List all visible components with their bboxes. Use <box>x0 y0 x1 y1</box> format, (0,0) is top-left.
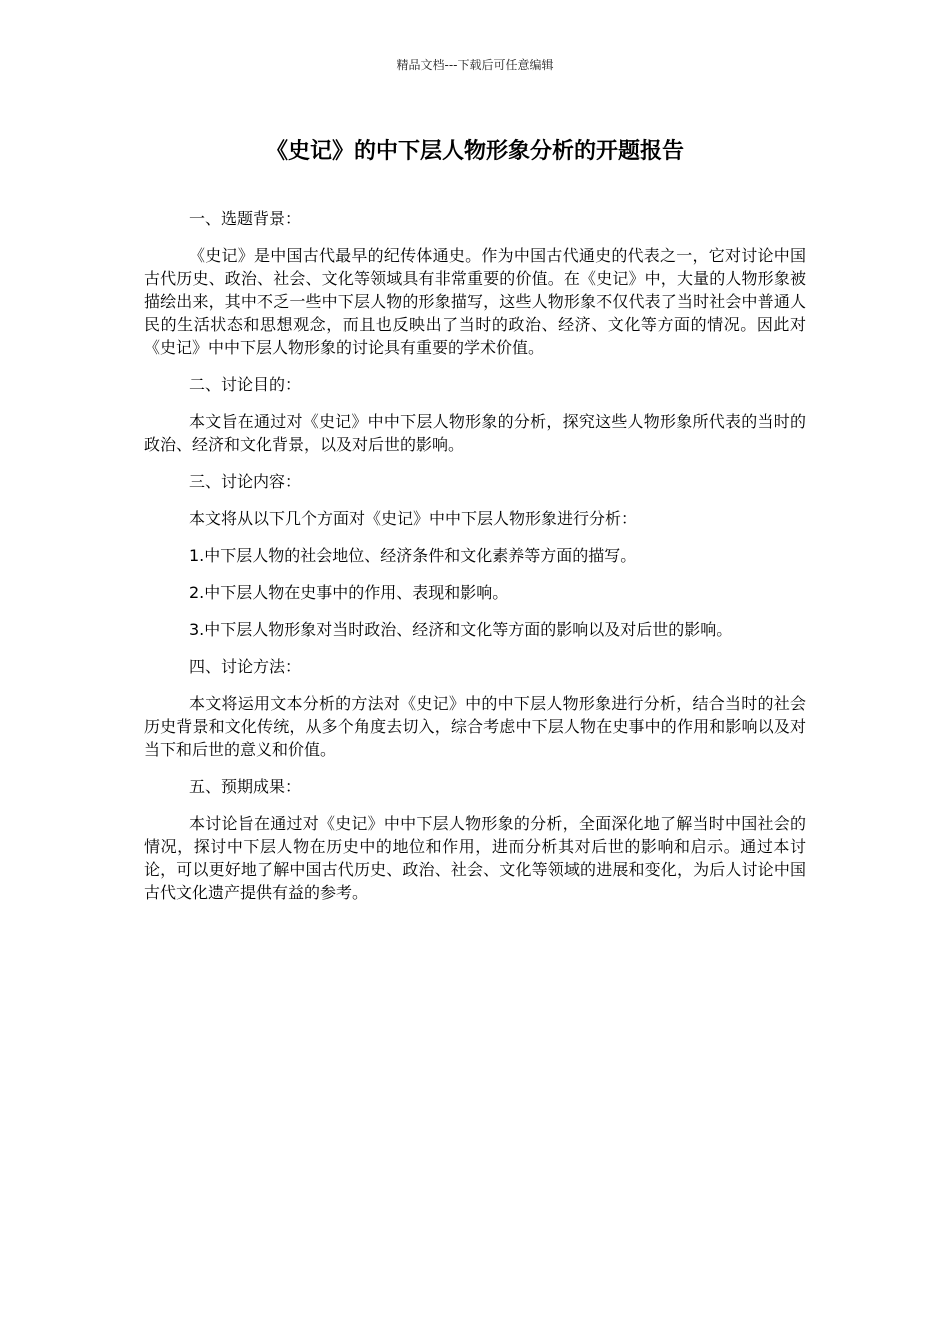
section-text-method: 本文将运用文本分析的方法对《史记》中的中下层人物形象进行分析，结合当时的社会历史背景和文化传统，从多个角度去切入，综合考虑中下层人物在史事中的作用和影响以及对当下和后世的意义和价值。 <box>144 694 806 759</box>
section-text-purpose: 本文旨在通过对《史记》中中下层人物形象的分析，探究这些人物形象所代表的当时的政治、经济和文化背景，以及对后世的影响。 <box>144 412 806 454</box>
section-text-background: 《史记》是中国古代最早的纪传体通史。作为中国古代通史的代表之一，它对讨论中国古代历史、政治、社会、文化等领域具有非常重要的价值。在《史记》中，大量的人物形象被描绘出来，其中不乏一些中下层人物的形象描写，这些人物形象不仅代表了当时社会中普通人民的生活状态和思想观念，而且也反映出了当时的政治、经济、文化等方面的情况。因此对《史记》中中下层人物形象的讨论具有重要的学术价值。 <box>144 246 806 357</box>
section-intro-content: 本文将从以下几个方面对《史记》中中下层人物形象进行分析： <box>189 509 638 528</box>
document-body <box>144 207 806 918</box>
list-item: 1.中下层人物的社会地位、经济条件和文化素养等方面的描写。 <box>189 546 637 565</box>
section-heading-purpose: 二、讨论目的： <box>189 375 302 394</box>
section-heading-content: 三、讨论内容： <box>189 472 302 491</box>
section-heading-background: 一、选题背景： <box>189 209 302 228</box>
page-header: 精品文档---下载后可任意编辑 <box>396 58 554 72</box>
section-heading-method: 四、讨论方法： <box>189 657 302 676</box>
section-text-results: 本讨论旨在通过对《史记》中中下层人物形象的分析，全面深化地了解当时中国社会的情况，探讨中下层人物在历史中的地位和作用，进而分析其对后世的影响和启示。通过本讨论，可以更好地了解中国古代历史、政治、社会、文化等领域的进展和变化，为后人讨论中国古代文化遗产提供有益的参考。 <box>144 814 806 902</box>
list-item: 2.中下层人物在史事中的作用、表现和影响。 <box>189 583 509 602</box>
list-item: 3.中下层人物形象对当时政治、经济和文化等方面的影响以及对后世的影响。 <box>189 620 733 639</box>
document-title: 《史记》的中下层人物形象分析的开题报告 <box>265 139 684 164</box>
section-heading-results: 五、预期成果： <box>189 777 302 796</box>
